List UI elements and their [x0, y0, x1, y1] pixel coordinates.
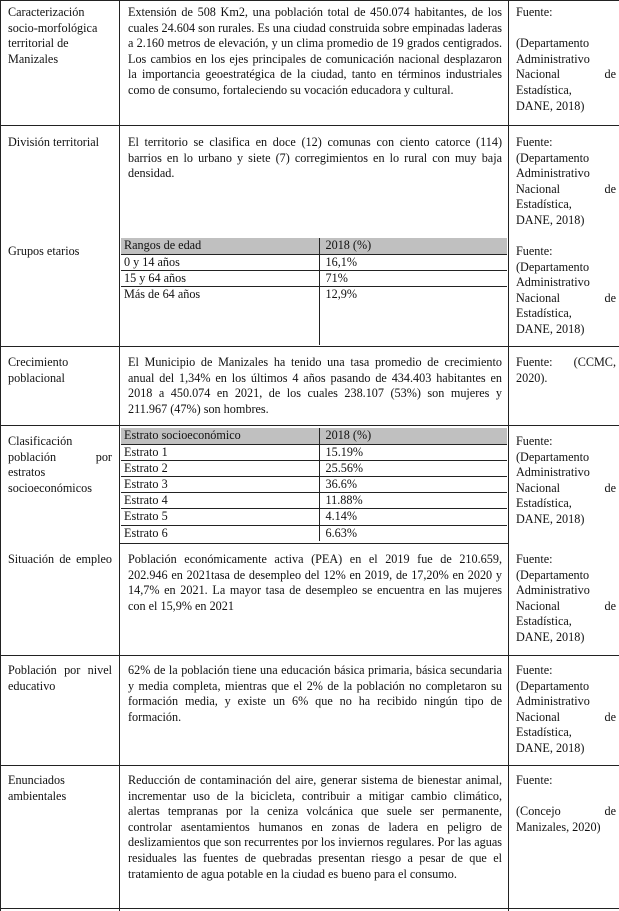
- content-text: El territorio se clasifica en doce (12) comunas con ciento catorce (114) barrios en lo urbano y siete (7) corregimientos en lo rural con muy baja densidad.: [128, 135, 502, 181]
- source-line: (Departamento: [516, 150, 590, 165]
- table-cell: 36.6%: [319, 477, 507, 493]
- row-source-caracterizacion: [516, 5, 616, 114]
- table-header-cell: Estrato socioeconómico: [121, 428, 319, 444]
- table-cell: 11.88%: [319, 493, 507, 509]
- source-line: Administrativo: [516, 694, 590, 709]
- row-label-caracterizacion: [8, 5, 112, 67]
- source-line: (Departamento: [516, 36, 590, 51]
- table-cell: Estrato 1: [121, 444, 319, 460]
- row-source-grupos-etarios: [516, 244, 616, 338]
- table-cell: Estrato 2: [121, 460, 319, 476]
- age-groups-table: [121, 238, 507, 345]
- row-source-crecimiento: [516, 355, 616, 386]
- source-line: Administrativo: [516, 275, 590, 290]
- content-text: Población económicamente activa (PEA) en el 2019 fue de 210.659, 202.946 en 2021tasa de desempleo del 12% en 2019, de 17,20% en 2020 y 14,7% en 2021. La mayor tasa de desempleo se encuentra en las mujeres con el 15,9% en 2021: [128, 552, 502, 613]
- row-content-empleo: [128, 552, 502, 614]
- source-label: Fuente:: [516, 135, 553, 149]
- row-divider: [0, 765, 619, 766]
- source-line: [516, 481, 616, 497]
- label-text: Clasificación población por estratos socioeconómicos: [8, 434, 112, 495]
- row-source-nivel-educativo: [516, 663, 616, 757]
- row-source-estratos: [516, 434, 616, 528]
- table-cell: 71%: [319, 270, 507, 286]
- source-word: Nacional: [516, 67, 560, 82]
- table-header-row: [121, 238, 507, 254]
- table-row: [121, 493, 507, 509]
- table-cell: 4.14%: [319, 509, 507, 525]
- strata-table-bottom-line: [119, 543, 508, 544]
- row-label-estratos: [8, 434, 112, 496]
- row-label-grupos-etarios: [8, 244, 112, 260]
- source-line: Estadística,: [516, 82, 572, 97]
- source-line: [516, 67, 616, 83]
- table-border-left: [0, 0, 1, 911]
- row-divider: [0, 655, 619, 656]
- source-line: Administrativo: [516, 51, 590, 66]
- source-line: DANE, 2018): [516, 629, 585, 644]
- source-line: Estadística,: [516, 306, 572, 321]
- source-line: [516, 599, 616, 615]
- source-word: de: [604, 480, 616, 495]
- row-label-crecimiento: [8, 355, 112, 386]
- table-row: [121, 254, 507, 270]
- source-word: de: [604, 67, 616, 82]
- table-cell: 0 y 14 años: [121, 254, 319, 270]
- table-border-bottom: [0, 908, 619, 909]
- table-cell: Estrato 5: [121, 509, 319, 525]
- source-line: 2020).: [516, 370, 548, 385]
- table-border-top: [0, 0, 619, 1]
- label-text: Población por nivel educativo: [8, 663, 112, 693]
- row-content-division: [128, 135, 502, 182]
- source-line: (Departamento: [516, 567, 590, 582]
- source-word: Nacional: [516, 480, 560, 495]
- source-word: de: [604, 709, 616, 724]
- source-line: Estadística,: [516, 496, 572, 511]
- row-source-division: [516, 135, 616, 229]
- table-header-cell: 2018 (%): [319, 428, 507, 444]
- table-cell: 25.56%: [319, 460, 507, 476]
- row-divider: [0, 425, 619, 426]
- table-row: [121, 444, 507, 460]
- source-label: Fuente:: [516, 552, 553, 566]
- row-content-crecimiento: [128, 355, 502, 417]
- source-line: Manizales, 2020): [516, 819, 601, 834]
- table-cell: 12,9%: [325, 287, 357, 302]
- label-text: Grupos etarios: [8, 244, 80, 258]
- table-cell: 16,1%: [319, 254, 507, 270]
- socioeconomic-strata-table: [121, 428, 507, 541]
- source-word: Nacional: [516, 181, 560, 196]
- source-line: [516, 710, 616, 726]
- source-line: DANE, 2018): [516, 740, 585, 755]
- table-header-cell: Rangos de edad: [121, 238, 319, 254]
- label-text: Enunciados ambientales: [8, 773, 67, 803]
- table-row: [121, 477, 507, 493]
- table-row: [121, 287, 507, 345]
- content-text: Extensión de 508 Km2, una población total de 450.074 habitantes, de los cuales 24.604 son rurales. Es una ciudad construida sobre empinadas laderas a 2.160 metros de elevación, y un clima promedio de 19 grados centigrados. Los cambios en los ejes principales de comunicación nacional desplazaron la importancia geoestratégica de la ciudad, tanto en términos industriales como de consumo, fortaleciendo su vocación educadora y cultural.: [128, 5, 502, 97]
- source-word: Nacional: [516, 709, 560, 724]
- source-word: (Concejo: [516, 804, 561, 819]
- column-divider-1: [119, 0, 120, 911]
- source-line: DANE, 2018): [516, 98, 585, 113]
- content-text: Reducción de contaminación del aire, generar sistema de bienestar animal, incrementar uso de la bicicleta, contribuir a mitigar cambio climático, alertas tempranas por la ceniza volcánica que suele ser permanente, controlar asentamientos humanos en zonas de ladera en peligro de deslizamientos que son recurrentes por los inviernos regulares. Por las aguas residuales las fuentes de quebradas presentan riesgo a pesar de que el tratamiento de agua potable en la ciudad es bueno para el consumo.: [128, 773, 502, 881]
- source-word: de: [604, 598, 616, 613]
- source-line: Estadística,: [516, 725, 572, 740]
- source-line: [516, 291, 616, 307]
- source-line: [516, 804, 616, 820]
- table-cell: Estrato 6: [121, 525, 319, 541]
- table-cell: Estrato 4: [121, 493, 319, 509]
- source-label: Fuente:: [516, 5, 553, 19]
- table-row: [121, 509, 507, 525]
- label-text: División territorial: [8, 135, 100, 149]
- source-label: Fuente:: [516, 434, 553, 448]
- row-content-nivel-educativo: [128, 663, 502, 725]
- source-line: Estadística,: [516, 614, 572, 629]
- source-line: Administrativo: [516, 465, 590, 480]
- source-line: (Departamento: [516, 259, 590, 274]
- table-header-row: [121, 428, 507, 444]
- column-divider-2: [508, 0, 509, 911]
- source-line: DANE, 2018): [516, 321, 585, 336]
- label-text: Situación de empleo: [8, 552, 112, 566]
- source-word: de: [604, 290, 616, 305]
- row-content-ambientales: [128, 773, 502, 882]
- label-text: Caracterización socio-morfológica territorial de Manizales: [8, 5, 98, 66]
- table-row: [121, 460, 507, 476]
- source-word: Fuente:: [516, 355, 553, 369]
- table-cell: Más de 64 años: [121, 287, 319, 345]
- source-line: (Departamento: [516, 449, 590, 464]
- source-word: de: [604, 804, 616, 819]
- row-label-nivel-educativo: [8, 663, 112, 694]
- content-text: El Municipio de Manizales ha tenido una tasa promedio de crecimiento anual del 1,34% en los últimos 4 años pasando de 434.403 habitantes en 2018 a 450.074 en 2021, de los cuales 238.107 (53%) son mujeres y 211.967 (47%) son hombres.: [128, 355, 502, 416]
- source-label: Fuente:: [516, 244, 553, 258]
- table-cell: 6.63%: [325, 525, 357, 540]
- table-row: [121, 525, 507, 541]
- source-line: Administrativo: [516, 583, 590, 598]
- row-divider: [0, 125, 619, 126]
- source-line: DANE, 2018): [516, 212, 585, 227]
- table-cell: Estrato 3: [121, 477, 319, 493]
- source-line: Estadística,: [516, 197, 572, 212]
- source-line: (Departamento: [516, 678, 590, 693]
- row-source-empleo: [516, 552, 616, 646]
- table-row: [121, 270, 507, 286]
- source-label: Fuente:: [516, 773, 553, 787]
- table-header-cell: 2018 (%): [319, 238, 507, 254]
- label-text: Crecimiento poblacional: [8, 355, 69, 385]
- row-divider: [0, 346, 619, 347]
- source-line: DANE, 2018): [516, 511, 585, 526]
- table-cell: 15 y 64 años: [121, 270, 319, 286]
- row-label-empleo: [8, 552, 112, 568]
- row-label-division: [8, 135, 112, 151]
- source-word: Nacional: [516, 290, 560, 305]
- source-word: Nacional: [516, 598, 560, 613]
- table-cell: 15.19%: [319, 444, 507, 460]
- source-line: Administrativo: [516, 166, 590, 181]
- row-label-ambientales: [8, 773, 112, 804]
- source-line: [516, 182, 616, 198]
- source-line: [516, 355, 616, 371]
- source-word: de: [604, 181, 616, 196]
- source-label: Fuente:: [516, 663, 553, 677]
- source-word: (CCMC,: [573, 355, 616, 369]
- row-content-caracterizacion: [128, 5, 502, 99]
- content-text: 62% de la población tiene una educación básica primaria, básica secundaria y media completa, mientras que el 2% de la población no completaron su formación media, y existe un 6% que no ha recibido ningún tipo de formación.: [128, 663, 502, 724]
- row-source-ambientales: [516, 773, 616, 835]
